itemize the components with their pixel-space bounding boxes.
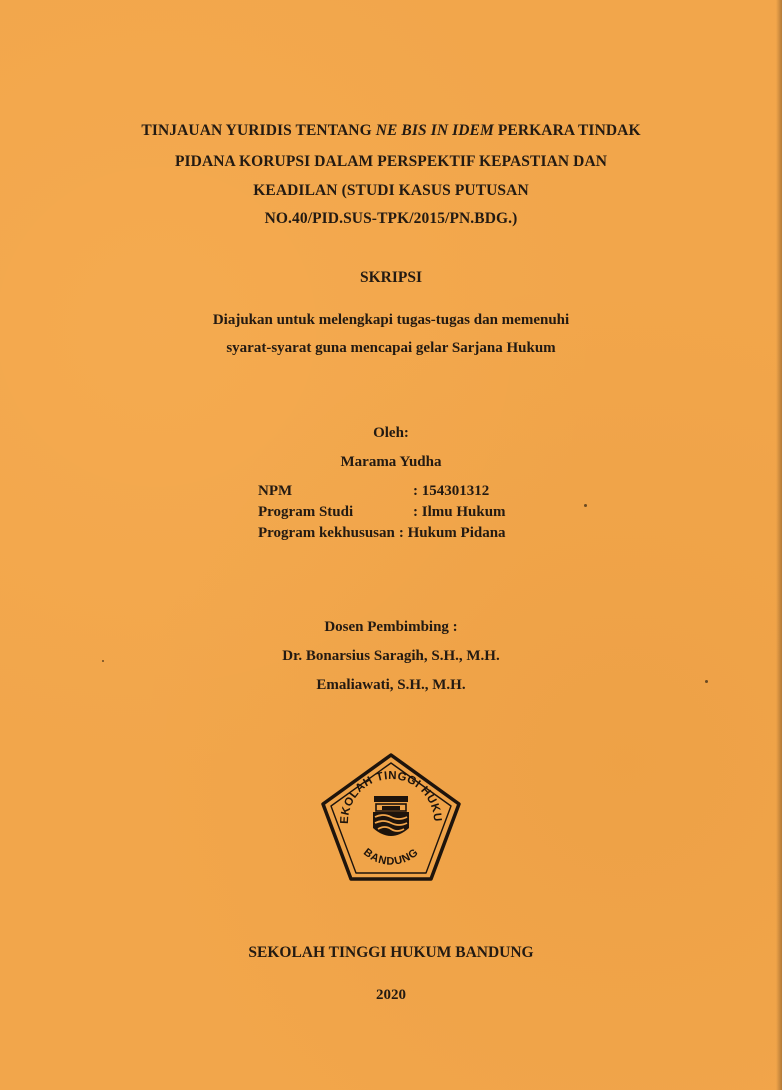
author-label: Oleh: xyxy=(373,425,409,441)
detail-row-npm xyxy=(258,483,490,500)
title-line-2: PIDANA KORUPSI DALAM PERSPEKTIF KEPASTIAN DAN xyxy=(174,153,608,170)
paper-speck xyxy=(102,660,104,662)
author-name: Marama Yudha xyxy=(340,454,442,470)
paper-speck xyxy=(584,504,587,507)
supervisor-name-1: Dr. Bonarsius Saragih, S.H., M.H. xyxy=(282,648,500,664)
detail-row-program-studi xyxy=(258,504,506,521)
title-line-3: KEADILAN (STUDI KASUS PUTUSAN xyxy=(253,182,529,199)
emblem-text-bottom: BANDUNG xyxy=(360,846,422,868)
sth-bandung-emblem-icon xyxy=(318,752,464,884)
detail-key: Program Studi xyxy=(258,504,354,520)
publication-year: 2020 xyxy=(376,987,406,1003)
detail-key: NPM xyxy=(258,483,293,499)
svg-text:BANDUNG xyxy=(361,846,421,867)
title-italic-phrase: NE BIS IN IDEM xyxy=(375,122,494,139)
title-line-4: NO.40/PID.SUS-TPK/2015/PN.BDG.) xyxy=(264,210,518,227)
detail-key: Program kekhususan xyxy=(258,525,395,541)
institution-name: SEKOLAH TINGGI HUKUM BANDUNG xyxy=(248,944,534,961)
emblem-text-top: EKOLAH TINGGI HUKU xyxy=(338,769,444,825)
detail-value: : 154301312 xyxy=(413,483,490,499)
detail-row-program-kekhususan xyxy=(258,525,506,542)
document-type: SKRIPSI xyxy=(359,269,423,286)
purpose-line-2: syarat-syarat guna mencapai gelar Sarjana Hukum xyxy=(226,340,556,356)
title-line-1: TINJAUAN YURIDIS TENTANG NE BIS IN IDEM PERKARA TINDAK xyxy=(141,122,641,139)
paper-speck xyxy=(705,680,708,683)
supervisor-label: Dosen Pembimbing : xyxy=(324,619,458,635)
detail-value: : Hukum Pidana xyxy=(398,525,506,541)
supervisor-name-2: Emaliawati, S.H., M.H. xyxy=(316,677,466,693)
purpose-line-1: Diajukan untuk melengkapi tugas-tugas dan memenuhi xyxy=(212,312,570,328)
detail-value: : Ilmu Hukum xyxy=(413,504,506,520)
